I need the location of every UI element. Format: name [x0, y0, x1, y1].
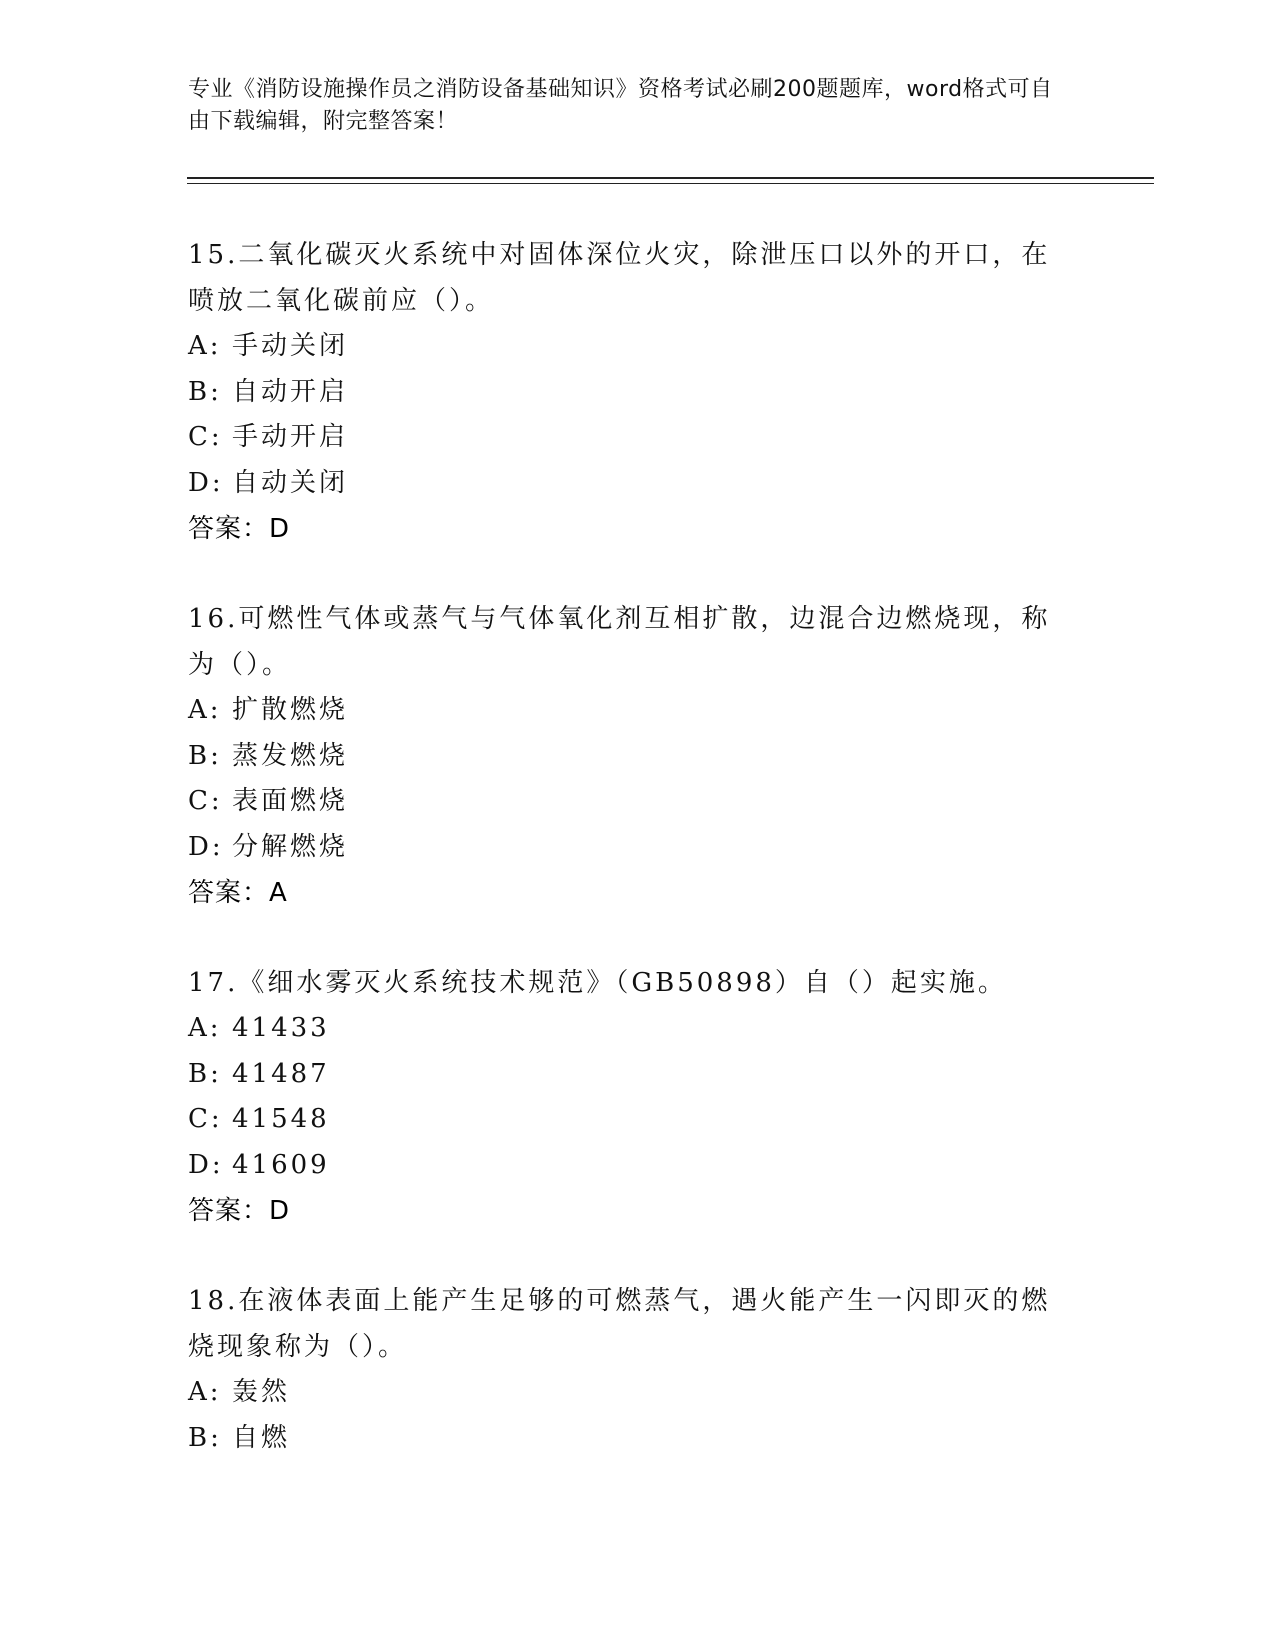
option-text: 41609 [232, 1149, 330, 1180]
option-c [188, 415, 1088, 461]
option-a [188, 688, 1088, 734]
option-letter: B: [188, 740, 222, 771]
option-c [188, 1097, 1088, 1143]
option-d [188, 461, 1088, 507]
option-text: 自动关闭 [232, 467, 349, 498]
option-text: 手动关闭 [232, 331, 349, 361]
option-letter: A: [188, 695, 222, 725]
header-divider-thin [187, 183, 1154, 184]
question-16 [188, 596, 1088, 916]
option-letter: C: [188, 786, 223, 816]
option-b [188, 1052, 1088, 1098]
option-letter: D: [188, 1149, 224, 1180]
option-letter: D: [188, 831, 224, 862]
answer-line: 答案：D [188, 514, 291, 544]
option-letter: A: [188, 1377, 222, 1407]
option-letter: B: [188, 376, 222, 407]
option-letter: B: [188, 1058, 222, 1089]
option-d [188, 825, 1088, 871]
option-letter: A: [188, 1013, 222, 1043]
option-text: 扩散燃烧 [232, 695, 349, 725]
option-b [188, 370, 1088, 416]
option-text: 41433 [232, 1013, 330, 1043]
option-text: 41548 [232, 1104, 330, 1134]
option-d [188, 1143, 1088, 1189]
question-list [188, 232, 1088, 1505]
header-divider-thick [187, 177, 1154, 179]
question-15 [188, 232, 1088, 552]
option-text: 41487 [232, 1058, 330, 1089]
question-17 [188, 960, 1088, 1234]
option-a [188, 1370, 1088, 1416]
option-text: 自燃 [232, 1422, 291, 1453]
option-text: 蒸发燃烧 [232, 740, 349, 771]
question-18 [188, 1278, 1088, 1461]
option-letter: C: [188, 422, 223, 452]
option-a [188, 324, 1088, 370]
option-text: 轰然 [232, 1377, 291, 1407]
option-a [188, 1006, 1088, 1052]
option-letter: D: [188, 467, 224, 498]
document-header: 专业《消防设施操作员之消防设备基础知识》资格考试必刷200题题库，word格式可自由下载编辑，附完整答案！ [188, 77, 1053, 134]
option-text: 手动开启 [232, 422, 349, 452]
question-stem: 15.二氧化碳灭火系统中对固体深位火灾，除泄压口以外的开口，在喷放二氧化碳前应（）。 [188, 240, 1051, 316]
question-stem: 18.在液体表面上能产生足够的可燃蒸气，遇火能产生一闪即灭的燃烧现象称为（）。 [188, 1286, 1051, 1362]
option-text: 表面燃烧 [232, 786, 349, 816]
question-stem: 16.可燃性气体或蒸气与气体氧化剂互相扩散，边混合边燃烧现，称为（）。 [188, 604, 1051, 680]
answer-line: 答案：D [188, 1196, 291, 1226]
option-b [188, 1416, 1088, 1462]
option-text: 分解燃烧 [232, 831, 349, 862]
option-text: 自动开启 [232, 376, 349, 407]
option-c [188, 779, 1088, 825]
option-letter: A: [188, 331, 222, 361]
question-stem: 17.《细水雾灭火系统技术规范》（GB50898）自（）起实施。 [188, 968, 1007, 998]
answer-line: 答案：A [188, 878, 288, 908]
option-letter: C: [188, 1104, 223, 1134]
option-b [188, 734, 1088, 780]
option-letter: B: [188, 1422, 222, 1453]
